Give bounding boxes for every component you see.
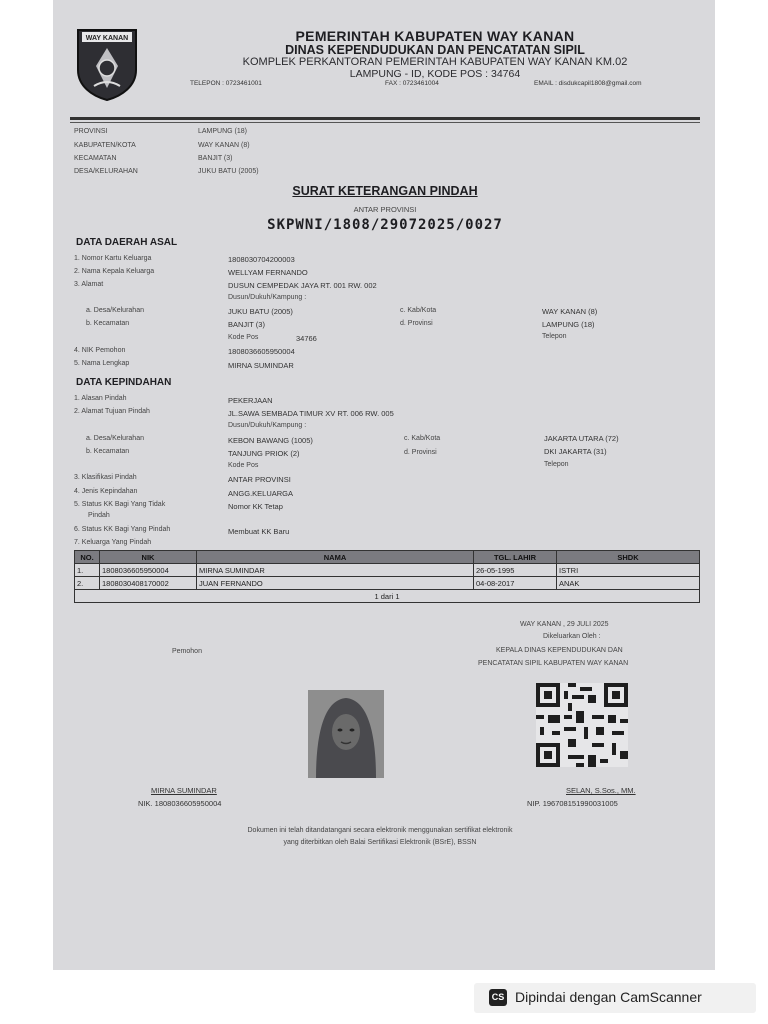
- family-table: [74, 550, 700, 603]
- page-indicator: 1 dari 1: [75, 590, 700, 603]
- header-line-1: PEMERINTAH KABUPATEN WAY KANAN: [295, 28, 575, 44]
- table-cell: 2.: [75, 577, 100, 590]
- asal-desa-label: a. Desa/Kelurahan: [86, 307, 144, 314]
- pindah-klas: ANTAR PROVINSI: [228, 475, 291, 484]
- pindah-kodepos-label: Kode Pos: [228, 462, 259, 469]
- pindah-dusun: Dusun/Dukuh/Kampung :: [228, 422, 307, 429]
- pindah-status1-label: 5. Status KK Bagi Yang Tidak: [74, 501, 166, 508]
- telepon-text: TELEPON : 0723461001: [190, 80, 262, 87]
- pindah-kab-label: c. Kab/Kota: [404, 435, 441, 442]
- table-cell: ISTRI: [557, 564, 700, 577]
- document-number: SKPWNI/1808/29072025/0027: [267, 217, 503, 233]
- pindah-kec: TANJUNG PRIOK (2): [228, 449, 300, 458]
- asal-label: 3. Alamat: [74, 281, 104, 288]
- place-date: WAY KANAN , 29 JULI 2025: [520, 621, 609, 628]
- pindah-prov: DKI JAKARTA (31): [544, 447, 607, 456]
- pindah-alamat-label: 2. Alamat Tujuan Pindah: [74, 408, 150, 415]
- column-header: NIK: [100, 551, 197, 564]
- pemohon-label: Pemohon: [172, 648, 202, 655]
- asal-nama-label: 5. Nama Lengkap: [74, 360, 130, 367]
- region-value: JUKU BATU (2005): [198, 168, 259, 175]
- column-header: TGL. LAHIR: [474, 551, 557, 564]
- document-subtitle: ANTAR PROVINSI: [353, 205, 417, 214]
- asal-nik: 1808036605950004: [228, 347, 295, 356]
- pindah-status1-label-2: Pindah: [88, 512, 110, 519]
- applicant-photo: [308, 690, 384, 778]
- pindah-alasan-label: 1. Alasan Pindah: [74, 395, 127, 402]
- official-nip: NIP. 196708151990031005: [527, 799, 618, 808]
- pindah-prov-label: d. Provinsi: [404, 449, 437, 456]
- letterhead: [170, 28, 700, 80]
- email-text: EMAIL : disdukcapil1808@gmail.com: [534, 80, 642, 87]
- asal-nama: MIRNA SUMINDAR: [228, 361, 294, 370]
- header-line-4: LAMPUNG - ID, KODE POS : 34764: [349, 68, 521, 80]
- column-header: NO.: [75, 551, 100, 564]
- pindah-status1: Nomor KK Tetap: [228, 502, 283, 511]
- section-heading-asal: DATA DAERAH ASAL: [76, 237, 178, 248]
- table-cell: 1808036605950004: [100, 564, 197, 577]
- table-cell: MIRNA SUMINDAR: [197, 564, 474, 577]
- document-page: [53, 0, 715, 970]
- column-header: NAMA: [197, 551, 474, 564]
- table-cell: 1808030408170002: [100, 577, 197, 590]
- pindah-klas-label: 3. Klasifikasi Pindah: [74, 474, 137, 481]
- asal-label: 1. Nomor Kartu Keluarga: [74, 255, 152, 262]
- qr-code-icon: [535, 683, 629, 767]
- pindah-desa: KEBON BAWANG (1005): [228, 436, 313, 445]
- table-cell: ANAK: [557, 577, 700, 590]
- asal-value: 1808030704200003: [228, 255, 295, 264]
- asal-kodepos: 34766: [296, 334, 317, 343]
- table-row: [75, 564, 700, 577]
- header-rule-thick: [70, 117, 700, 120]
- region-value: LAMPUNG (18): [198, 128, 248, 135]
- office-line-2: PENCATATAN SIPIL KABUPATEN WAY KANAN: [478, 660, 629, 667]
- pindah-alasan: PEKERJAAN: [228, 396, 273, 405]
- pindah-status2-label: 6. Status KK Bagi Yang Pindah: [74, 526, 171, 533]
- pindah-jenis-label: 4. Jenis Kepindahan: [74, 488, 138, 495]
- table-header-row: [75, 551, 700, 564]
- region-label: PROVINSI: [74, 128, 108, 135]
- header-line-2: DINAS KEPENDUDUKAN DAN PENCATATAN SIPIL: [285, 43, 585, 57]
- esign-note-line-2: yang diterbitkan oleh Balai Sertifikasi Elektronik (BSrE), BSSN: [283, 839, 477, 846]
- column-header: SHDK: [557, 551, 700, 564]
- pindah-desa-label: a. Desa/Kelurahan: [86, 435, 144, 442]
- pindah-telepon-label: Telepon: [544, 461, 569, 468]
- camscanner-logo-icon: CS: [489, 989, 507, 1006]
- issued-by: Dikeluarkan Oleh :: [543, 633, 601, 640]
- region-label: KABUPATEN/KOTA: [74, 142, 136, 149]
- asal-kab-label: c. Kab/Kota: [400, 307, 437, 314]
- document-title: SURAT KETERANGAN PINDAH: [292, 184, 478, 198]
- pindah-jenis: ANGG.KELUARGA: [228, 489, 294, 498]
- applicant-name: MIRNA SUMINDAR: [151, 786, 217, 795]
- way-kanan-emblem-icon: [74, 26, 140, 102]
- svg-text:WAY KANAN: WAY KANAN: [85, 35, 129, 42]
- asal-nik-label: 4. NIK Pemohon: [74, 347, 126, 354]
- asal-kec: BANJIT (3): [228, 320, 265, 329]
- pindah-kab: JAKARTA UTARA (72): [544, 434, 619, 443]
- pindah-keluarga-label: 7. Keluarga Yang Pindah: [74, 539, 152, 546]
- table-row: [75, 577, 700, 590]
- camscanner-text: Dipindai dengan CamScanner: [515, 989, 702, 1005]
- fax-text: FAX : 0723461004: [385, 80, 439, 87]
- pindah-alamat: JL.SAWA SEMBADA TIMUR XV RT. 006 RW. 005: [228, 409, 394, 418]
- official-name: SELAN, S.Sos., MM.: [566, 786, 636, 795]
- asal-value: WELLYAM FERNANDO: [228, 268, 308, 277]
- pindah-kec-label: b. Kecamatan: [86, 448, 130, 455]
- table-cell: JUAN FERNANDO: [197, 577, 474, 590]
- header-rule-thin: [70, 122, 700, 123]
- camscanner-watermark: [474, 983, 756, 1013]
- region-value: WAY KANAN (8): [198, 142, 250, 149]
- asal-value: DUSUN CEMPEDAK JAYA RT. 001 RW. 002: [228, 281, 377, 290]
- pindah-status2: Membuat KK Baru: [228, 527, 290, 536]
- asal-kodepos-label: Kode Pos: [228, 334, 259, 341]
- office-line-1: KEPALA DINAS KEPENDUDUKAN DAN: [496, 647, 623, 654]
- table-footer-row: [75, 590, 700, 603]
- asal-label: 2. Nama Kepala Keluarga: [74, 268, 155, 275]
- applicant-nik: NIK. 1808036605950004: [138, 799, 222, 808]
- asal-desa: JUKU BATU (2005): [228, 307, 293, 316]
- asal-dusun: Dusun/Dukuh/Kampung :: [228, 294, 307, 301]
- table-cell: 1.: [75, 564, 100, 577]
- asal-prov: LAMPUNG (18): [542, 320, 595, 329]
- asal-telepon-label: Telepon: [542, 333, 567, 340]
- asal-kab: WAY KANAN (8): [542, 307, 598, 316]
- asal-kec-label: b. Kecamatan: [86, 320, 130, 327]
- header-line-3: KOMPLEK PERKANTORAN PEMERINTAH KABUPATEN WAY KANAN KM.02: [242, 56, 628, 68]
- region-label: DESA/KELURAHAN: [74, 168, 138, 175]
- esign-note-line-1: Dokumen ini telah ditandatangani secara elektronik menggunakan sertifikat elektronik: [247, 827, 513, 834]
- section-heading-pindah: DATA KEPINDAHAN: [76, 377, 172, 388]
- table-cell: 26-05-1995: [474, 564, 557, 577]
- asal-prov-label: d. Provinsi: [400, 320, 433, 327]
- region-value: BANJIT (3): [198, 155, 233, 162]
- table-cell: 04-08-2017: [474, 577, 557, 590]
- region-label: KECAMATAN: [74, 155, 117, 162]
